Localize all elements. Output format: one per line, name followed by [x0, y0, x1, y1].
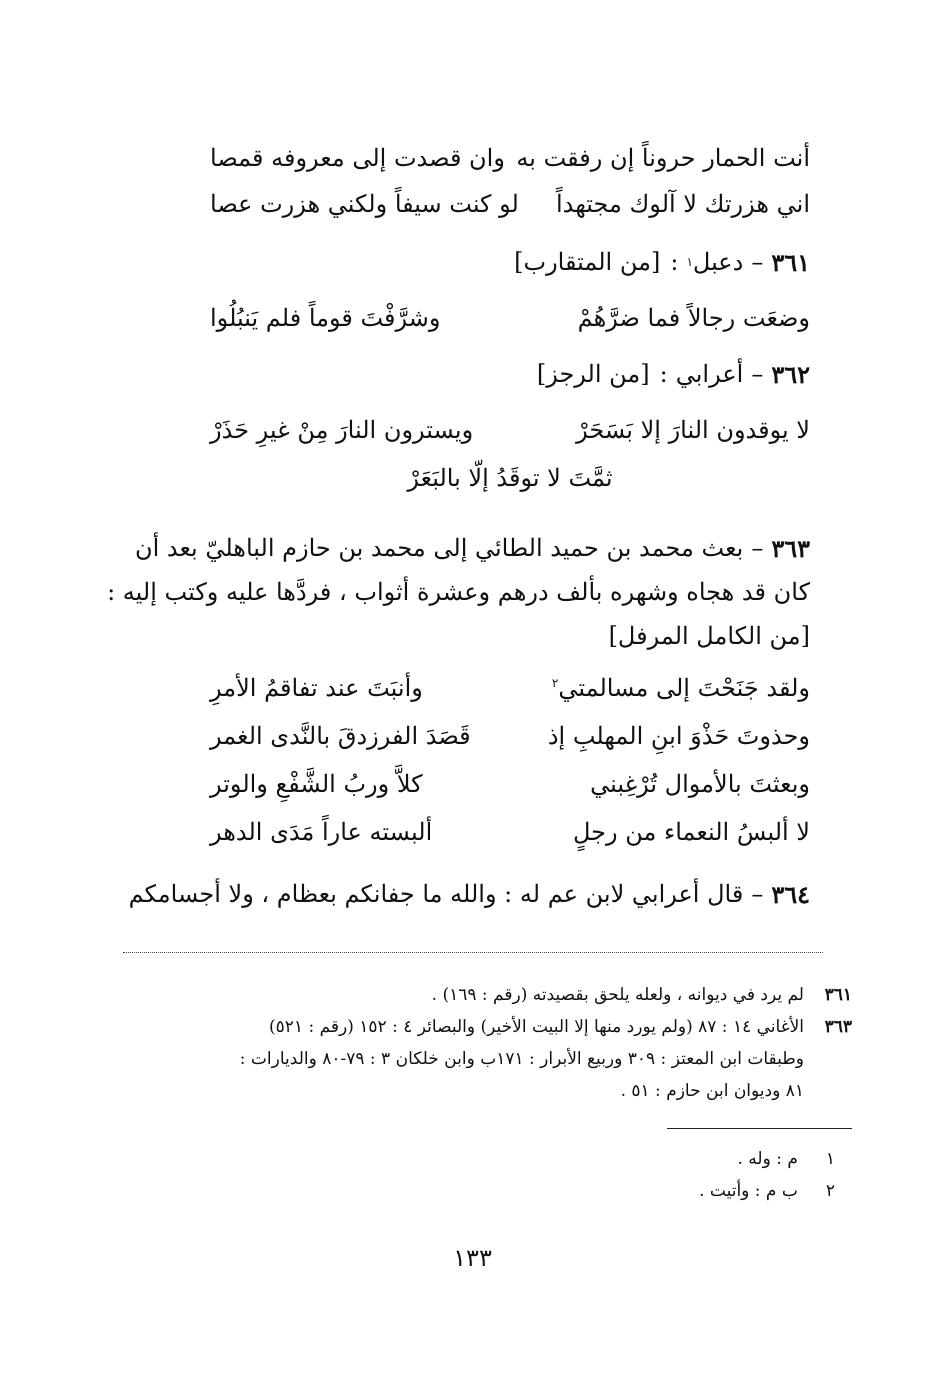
verse-hemistich-first: وبعثتَ بالأموال تُرْغِبني	[590, 770, 810, 798]
note-text: ٨١ وديوان ابن حازم : ٥١ .	[620, 1081, 804, 1101]
entry-number: ٣٦٤	[771, 879, 810, 909]
paragraph-text: قال أعرابي لابن عم له : والله ما جفانكم بعظام ، ولا أجسامكم	[128, 880, 744, 908]
verse-line	[210, 136, 810, 180]
poet-name: دعبل	[692, 248, 744, 276]
paragraph-text: كان قد هجاه وشهره بألف درهم وعشرة أثواب ، فردَّها عليه وكتب إليه :	[107, 578, 810, 606]
meter-label: [من المتقارب]	[514, 248, 661, 276]
footnote-marker: ١	[686, 255, 693, 269]
paragraph-line: بعث محمد بن حميد الطائي إلى محمد بن حازم الباهليّ بعد أن	[134, 534, 744, 562]
colon: :	[670, 248, 679, 276]
verse-text: ثمَّتَ لا توقَدُ إلّا بالبَعَرْ	[407, 464, 613, 492]
paragraph-line	[107, 570, 810, 614]
footnote-number: ١	[825, 1149, 835, 1169]
verse-hemistich-second: كلاَّ وربُ الشَّفْعِ والوتر	[210, 770, 423, 798]
verse-hemistich-first: لا ألبسُ النعماء من رجلٍ	[572, 818, 810, 846]
notes-separator	[123, 952, 823, 953]
verse-line	[210, 666, 810, 710]
verse-hemistich-second: ألبسته عاراً مَدَى الدهر	[210, 818, 433, 846]
meter-label: [من الرجز]	[536, 360, 650, 388]
footnote-number: ٢	[825, 1181, 835, 1201]
entry-heading-363: ٣٦٣ – بعث محمد بن حميد الطائي إلى محمد بن حازم الباهليّ بعد أن	[134, 533, 810, 563]
entry-number: ٣٦٣	[771, 533, 810, 563]
poet-name: أعرابي	[675, 360, 744, 388]
entry-heading-364: ٣٦٤ – قال أعرابي لابن عم له : والله ما جفانكم بعظام ، ولا أجسامكم	[128, 879, 810, 909]
footnote-marker: ٢	[551, 676, 559, 690]
meter-label: [من الكامل المرفل]	[608, 622, 810, 650]
note-text: الأغاني ١٤ : ٨٧ (ولم يورد منها إلا البيت الأخير) والبصائر ٤ : ١٥٢ (رقم : ٥٢١)	[269, 1017, 804, 1037]
verse-hemistich-second: ويسترون النارَ مِنْ غيرِ حَذَرْ	[210, 416, 474, 444]
meter-line	[609, 614, 810, 658]
entry-heading-361: ٣٦١ – دعبل ١ : [من المتقارب]	[514, 247, 810, 277]
source-note	[269, 1012, 852, 1042]
source-note	[432, 980, 852, 1010]
entry-number: ٣٦١	[771, 247, 810, 277]
verse-hemistich-second: وشرَّفْتَ قوماً فلم يَنبُلُوا	[210, 304, 441, 332]
verse-hemistich-first: وحذوتَ حَذْوَ ابنِ المهلبِ إذ	[547, 722, 810, 750]
entry-number: ٣٦٢	[771, 359, 810, 389]
source-note	[621, 1076, 852, 1106]
source-note	[240, 1044, 852, 1074]
verse-hemistich-first: لا يوقدون النارَ إلا بَسَحَرْ	[576, 416, 810, 444]
footnotes-separator	[667, 1128, 852, 1129]
verse-line	[210, 714, 810, 758]
verse-hemistich-first: وضعَت رجالاً فما ضرَّهُمْ	[577, 304, 810, 332]
verse-line	[210, 296, 810, 340]
entry-heading-362: ٣٦٢ – أعرابي : [من الرجز]	[536, 359, 810, 389]
verse-hemistich-second: وان قصدت إلى معروفه قمصا	[210, 144, 505, 172]
verse-line	[210, 810, 810, 854]
footnote-text: ب م : وأتيت .	[699, 1181, 798, 1201]
footnote	[737, 1144, 835, 1174]
note-number: ٣٦١	[824, 985, 852, 1005]
footnote-text: م : وله .	[737, 1149, 798, 1169]
verse-line-centered	[210, 456, 810, 500]
verse-hemistich-second: وأنبَتَ عند تفاقمُ الأمرِ	[210, 674, 423, 702]
page-number: ١٣٣	[453, 1244, 492, 1272]
footnote	[699, 1176, 835, 1206]
verse-hemistich-first: اني هزرتك لا آلوك مجتهداً	[555, 190, 810, 218]
verse-hemistich-first: ولقد جَنَحْتَ إلى مسالمتي$^٢$	[551, 674, 810, 702]
colon: :	[659, 360, 668, 388]
verse-hemistich-second: قَصَدَ الفرزدقَ بالنَّدى الغمر	[210, 722, 471, 750]
note-text: لم يرد في ديوانه ، ولعله يلحق بقصيدته (رقم : ١٦٩) .	[431, 985, 804, 1005]
verse-hemistich-first: أنت الحمار حروناً إن رفقت به	[516, 144, 810, 172]
verse-hemistich-second: لو كنت سيفاً ولكني هزرت عصا	[210, 190, 519, 218]
verse-line	[210, 408, 810, 452]
note-text: وطبقات ابن المعتز : ٣٠٩ وربيع الأبرار : ١٧١ب وابن خلكان ٣ : ٧٩-٨٠ والديارات :	[239, 1049, 804, 1069]
verse-line	[210, 182, 810, 226]
note-number: ٣٦٣	[824, 1017, 852, 1037]
verse-line	[210, 762, 810, 806]
